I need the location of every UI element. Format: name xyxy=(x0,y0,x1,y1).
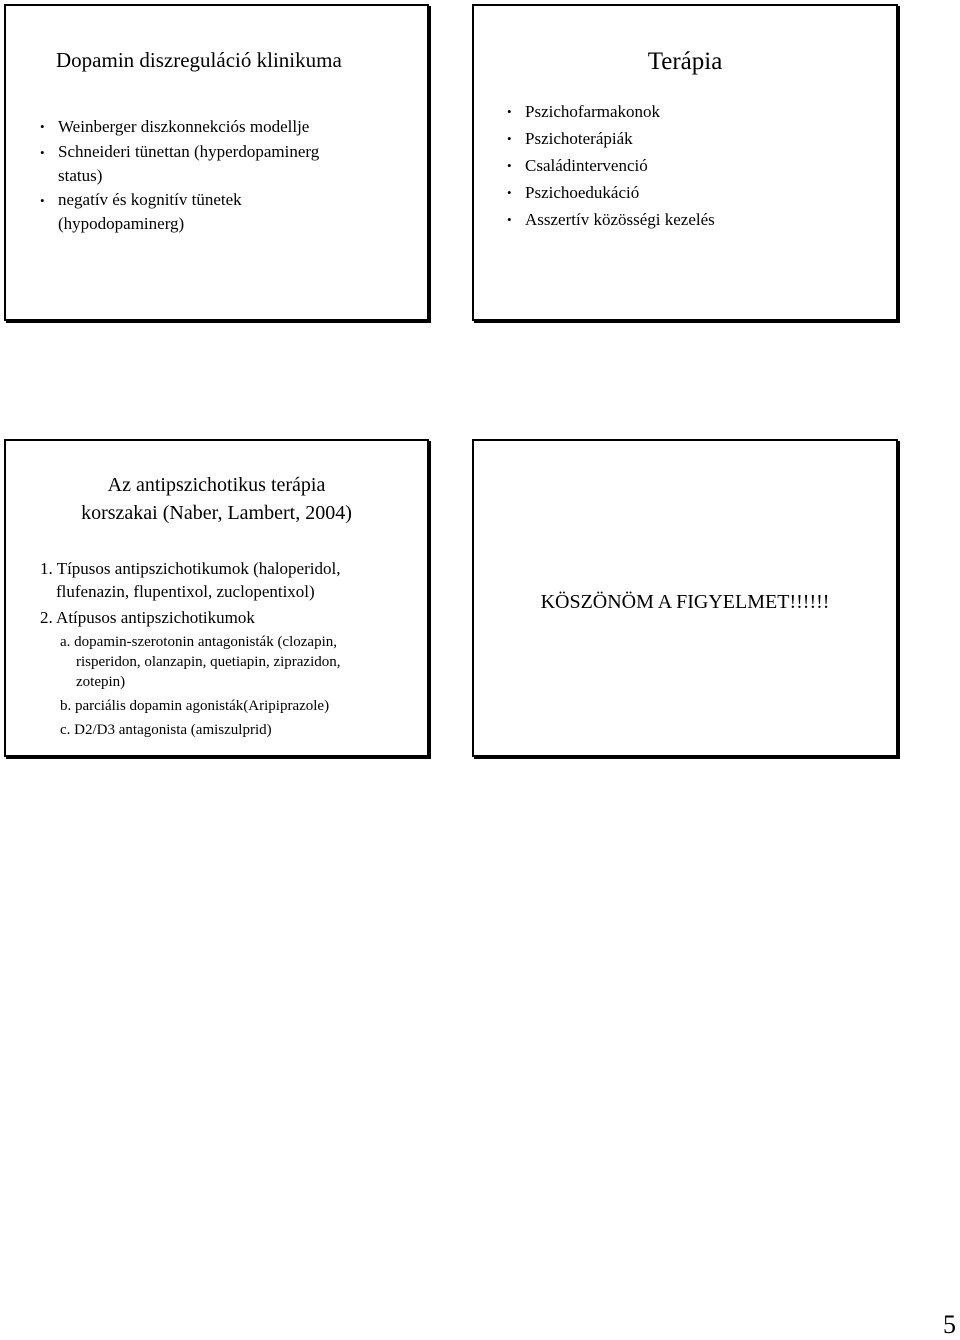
sub-list-item xyxy=(40,696,420,716)
slide-antipszichotikus-korszakai xyxy=(4,439,429,757)
bullet-list xyxy=(507,98,867,233)
bullet-text: Pszichoterápiák xyxy=(525,129,633,148)
bullet-icon: • xyxy=(507,185,512,200)
bullet-text: Pszichofarmakonok xyxy=(525,102,661,121)
slide-koszonom xyxy=(472,439,898,757)
sub-item-text: a. dopamin-szerotonin antagonisták (clozapin, xyxy=(60,634,337,650)
bullet-icon: • xyxy=(40,193,45,208)
bullet-icon: • xyxy=(507,104,512,119)
bullet-text-continued: status) xyxy=(58,166,103,185)
bullet-item xyxy=(40,140,380,188)
sub-item-text: b. parciális dopamin agonisták(Aripiprazole) xyxy=(60,698,330,714)
bullet-item xyxy=(507,179,867,206)
slide-title: Terápia xyxy=(647,48,723,75)
bullet-icon: • xyxy=(507,212,512,227)
list-item xyxy=(40,606,420,629)
bullet-icon: • xyxy=(40,119,45,134)
slide-dopamin xyxy=(4,4,429,321)
thank-you-text: KÖSZÖNÖM A FIGYELMET!!!!!! xyxy=(540,591,830,613)
numbered-list xyxy=(40,557,420,744)
list-item-text: 2. Atípusos antipszichotikumok xyxy=(40,608,255,627)
list-item-text: 1. Típusos antipszichotikumok (haloperidol, xyxy=(40,559,341,578)
bullet-item xyxy=(40,188,380,236)
sub-item-text-continued: zotepin) xyxy=(76,674,126,690)
sub-item-text-continued: risperidon, olanzapin, quetiapin, ziprazidon, xyxy=(76,654,341,670)
bullet-text: Pszichoedukáció xyxy=(525,183,640,202)
list-item-text-continued: flufenazin, flupentixol, zuclopentixol) xyxy=(56,582,315,601)
bullet-list xyxy=(40,114,380,236)
bullet-text: negatív és kognitív tünetek xyxy=(58,190,242,209)
bullet-item xyxy=(40,114,380,140)
bullet-text: Schneideri tünettan (hyperdopaminerg xyxy=(58,142,320,161)
slide-title-line: Az antipszichotikus terápia xyxy=(107,474,326,496)
list-item xyxy=(40,557,420,603)
bullet-item xyxy=(507,125,867,152)
bullet-item xyxy=(507,98,867,125)
bullet-text: Weinberger diszkonnekciós modellje xyxy=(58,117,310,136)
bullet-icon: • xyxy=(40,145,45,160)
bullet-icon: • xyxy=(507,131,512,146)
bullet-item xyxy=(507,152,867,179)
sub-item-text: c. D2/D3 antagonista (amiszulprid) xyxy=(60,722,272,738)
slide-terapia xyxy=(472,4,898,321)
bullet-icon: • xyxy=(507,158,512,173)
sub-list-item xyxy=(40,720,420,740)
bullet-item xyxy=(507,206,867,233)
bullet-text: Családintervenció xyxy=(525,156,648,175)
slide-title: Dopamin diszreguláció klinikuma xyxy=(56,48,342,72)
bullet-text-continued: (hypodopaminerg) xyxy=(58,214,185,233)
bullet-text: Asszertív közösségi kezelés xyxy=(525,210,715,229)
sub-list-item xyxy=(40,632,420,692)
slide-title xyxy=(6,471,427,527)
slide-title-line: korszakai (Naber, Lambert, 2004) xyxy=(81,502,352,524)
page-number: 5 xyxy=(943,1310,956,1339)
